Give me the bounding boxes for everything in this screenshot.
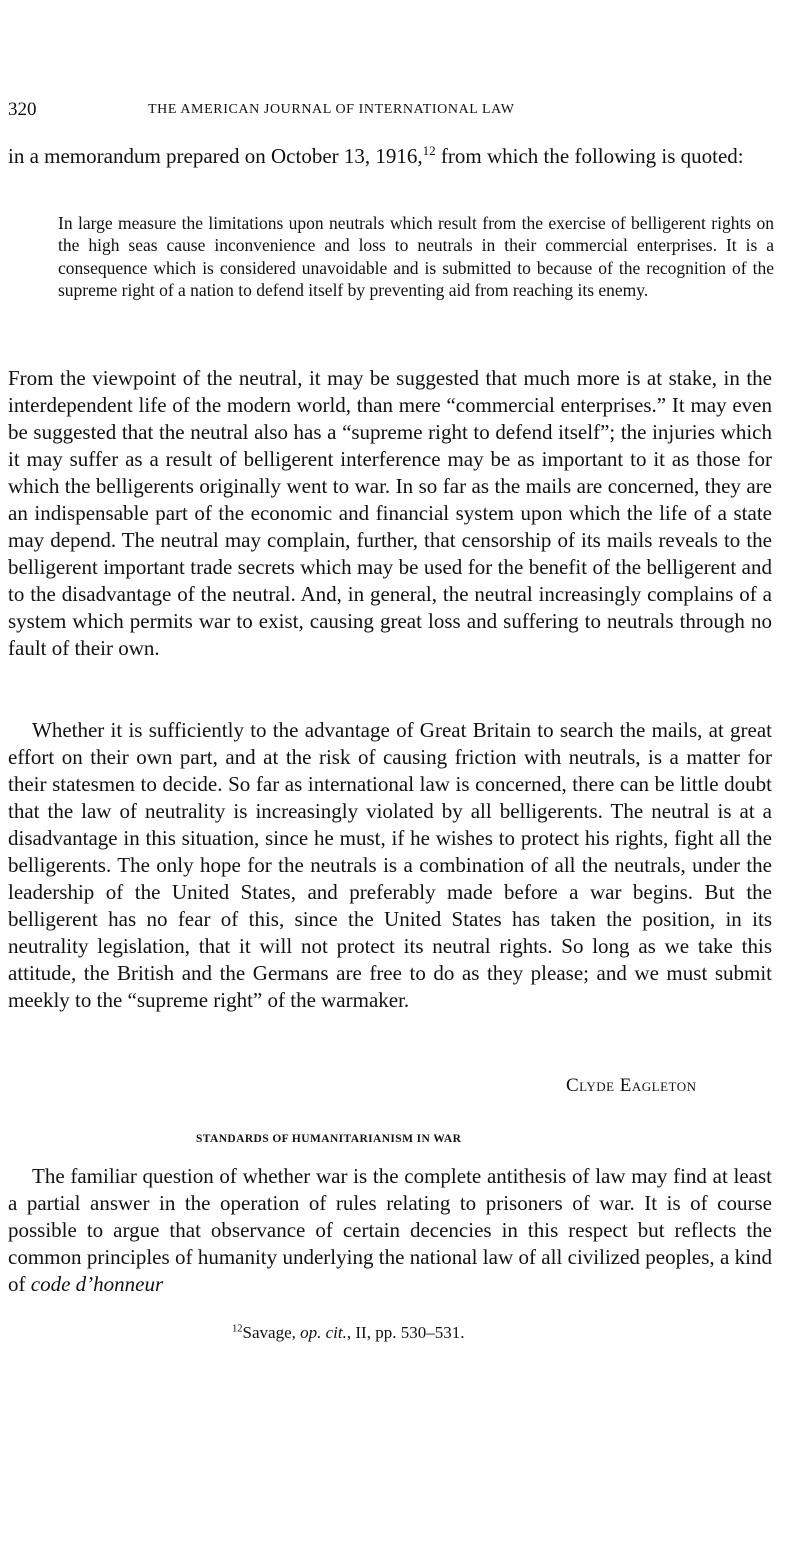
page-number: 320: [8, 99, 37, 120]
journal-title: THE AMERICAN JOURNAL OF INTERNATIONAL LAW: [148, 102, 515, 117]
intro-text-before: in a memorandum prepared on October 13, 1916,: [8, 144, 423, 168]
footnote-author: Savage,: [242, 1323, 301, 1342]
block-quote: In large measure the limitations upon neutrals which result from the exercise of belligerent rights on the high seas cause inconvenience and loss to neutrals in their commercial enterprises. It is a consequence which is considered unavoidable and is submitted to because of the recognition of the supreme right of a nation to defend itself by preventing aid from reaching its enemy.: [58, 213, 774, 300]
body-paragraph-neutral-viewpoint: From the viewpoint of the neutral, it may be suggested that much more is at stake, in the interdependent life of the modern world, than mere “commercial enterprises.” It may even be suggested that the neutral also has a “supreme right to defend itself”; the injuries which it may suffer as a result of belligerent interference may be as important to it as those for which the belligerents originally went to war. In so far as the mails are concerned, they are an indispensable part of the economic and financial system upon which the life of a state may depend. The neutral may complain, further, that censorship of its mails reveals to the belligerent important trade secrets which may be used for the benefit of the belligerent and to the disadvantage of the neutral. And, in general, the neutral increasingly complains of a system which permits war to exist, causing great loss and suffering to neutrals through no fault of their own.: [8, 366, 772, 660]
section-heading: STANDARDS OF HUMANITARIANISM IN WAR: [196, 1133, 462, 1145]
footnote: [232, 1322, 632, 1346]
intro-paragraph: [8, 143, 776, 170]
footnote-mark: 12: [232, 1323, 243, 1335]
body-paragraph-humanitarianism: [8, 1163, 772, 1298]
intro-text-after: from which the following is quoted:: [435, 144, 744, 168]
running-header: [8, 95, 780, 125]
footnote-reference: 12: [422, 143, 436, 158]
footnote-pages: , II, pp. 530–531.: [346, 1323, 465, 1342]
footnote-op-cit: op. cit.: [300, 1323, 347, 1342]
body-paragraph-great-britain: Whether it is sufficiently to the advantage of Great Britain to search the mails, at great effort on their own part, and at the risk of causing friction with neutrals, is a matter for their statesmen to decide. So far as international law is concerned, there can be little doubt that the law of neutrality is increasingly violated by all belligerents. The neutral is at a disadvantage in this situation, since he must, if he wishes to protect his rights, fight all the belligerents. The only hope for the neutrals is a combination of all the neutrals, under the leadership of the United States, and preferably made before a war begins. But the belligerent has no fear of this, since the United States has taken the position, in its neutrality legislation, that it will not protect its neutral rights. So long as we take this attitude, the British and the Germans are free to do as they please; and we must submit meekly to the “supreme right” of the warmaker.: [8, 718, 772, 1012]
section-paragraph-text: The familiar question of whether war is the complete antithesis of law may find at least a partial answer in the operation of rules relating to prisoners of war. It is of course possible to argue that observance of certain decencies in this respect but reflects the common principles of humanity underlying the national law of all civilized peoples, a kind of: [8, 1164, 772, 1296]
author-signature: Clyde Eagleton: [566, 1075, 697, 1096]
italic-phrase: code d’honneur: [30, 1272, 164, 1296]
